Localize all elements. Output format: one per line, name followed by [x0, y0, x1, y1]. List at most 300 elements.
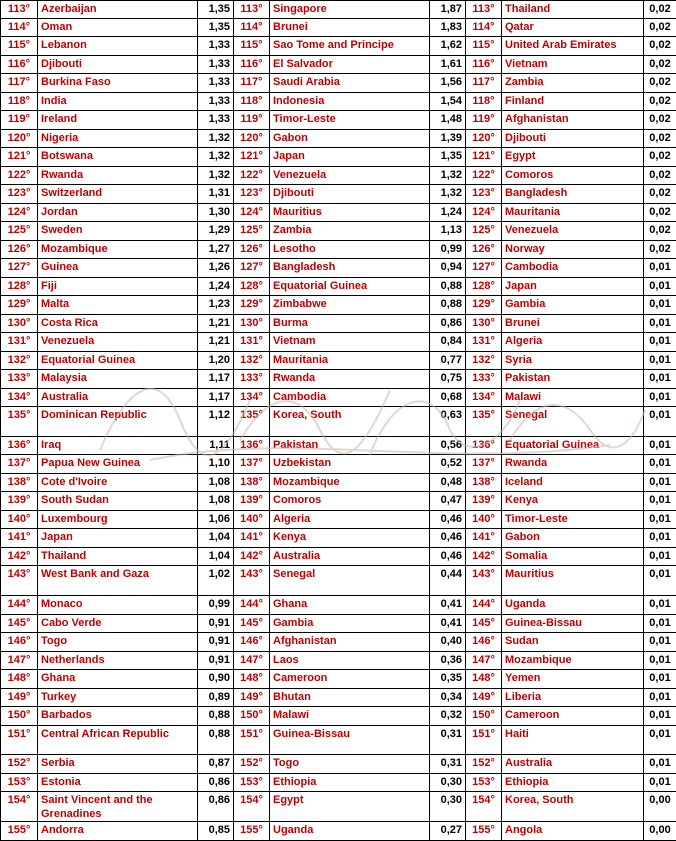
value-cell: 1,21 — [198, 333, 234, 352]
country-cell: Equatorial Guinea — [38, 352, 198, 370]
table-row — [1, 437, 676, 455]
value-cell: 0,01 — [644, 437, 676, 455]
country-cell: Saudi Arabia — [270, 74, 430, 93]
rank-cell: 125° — [234, 222, 270, 241]
value-cell: 0,88 — [430, 296, 466, 315]
table-row — [1, 296, 676, 315]
country-cell: South Sudan — [38, 492, 198, 511]
value-cell: 1,35 — [198, 1, 234, 19]
rank-cell: 135° — [234, 407, 270, 437]
rank-cell: 125° — [1, 222, 38, 241]
country-cell: Rwanda — [270, 370, 430, 389]
value-cell: 0,01 — [644, 278, 676, 296]
rank-cell: 142° — [466, 548, 502, 566]
table-row — [1, 185, 676, 204]
country-cell: Korea, South — [502, 792, 644, 822]
table-row — [1, 707, 676, 726]
value-cell: 0,01 — [644, 474, 676, 492]
rank-cell: 134° — [466, 389, 502, 407]
rank-cell: 145° — [234, 615, 270, 633]
country-cell: Iceland — [502, 474, 644, 492]
rank-cell: 123° — [234, 185, 270, 204]
country-cell: Papua New Guinea — [38, 455, 198, 474]
country-cell: Mozambique — [502, 652, 644, 670]
value-cell: 1,26 — [198, 259, 234, 278]
rank-cell: 114° — [466, 19, 502, 37]
country-cell: Senegal — [270, 566, 430, 596]
country-cell: Burma — [270, 315, 430, 333]
value-cell: 0,01 — [644, 566, 676, 596]
rank-cell: 148° — [1, 670, 38, 689]
rank-cell: 126° — [234, 241, 270, 259]
value-cell: 0,01 — [644, 707, 676, 726]
country-cell: Mozambique — [38, 241, 198, 259]
rank-cell: 133° — [466, 370, 502, 389]
country-cell: Rwanda — [38, 167, 198, 185]
value-cell: 0,41 — [430, 615, 466, 633]
value-cell: 1,33 — [198, 56, 234, 74]
rank-cell: 146° — [234, 633, 270, 652]
value-cell: 1,27 — [198, 241, 234, 259]
country-cell: Mozambique — [270, 474, 430, 492]
rank-cell: 117° — [234, 74, 270, 93]
country-cell: Cambodia — [502, 259, 644, 278]
value-cell: 1,62 — [430, 37, 466, 56]
country-cell: Togo — [38, 633, 198, 652]
rank-cell: 124° — [1, 204, 38, 222]
value-cell: 0,01 — [644, 492, 676, 511]
country-cell: Togo — [270, 755, 430, 774]
table-row — [1, 670, 676, 689]
value-cell: 0,01 — [644, 370, 676, 389]
rank-cell: 138° — [1, 474, 38, 492]
rank-cell: 129° — [234, 296, 270, 315]
rank-cell: 128° — [234, 278, 270, 296]
country-cell: Burkina Faso — [38, 74, 198, 93]
table-row — [1, 93, 676, 111]
rank-cell: 121° — [466, 148, 502, 167]
value-cell: 0,01 — [644, 333, 676, 352]
country-cell: Japan — [38, 529, 198, 548]
rank-cell: 126° — [1, 241, 38, 259]
country-cell: Finland — [502, 93, 644, 111]
rank-cell: 155° — [234, 822, 270, 841]
table-row — [1, 333, 676, 352]
value-cell: 0,75 — [430, 370, 466, 389]
table-row — [1, 596, 676, 615]
rank-cell: 152° — [1, 755, 38, 774]
value-cell: 0,02 — [644, 185, 676, 204]
value-cell: 0,02 — [644, 130, 676, 148]
country-cell: Cabo Verde — [38, 615, 198, 633]
table-row — [1, 352, 676, 370]
rank-cell: 128° — [466, 278, 502, 296]
rank-cell: 139° — [234, 492, 270, 511]
country-cell: Venezuela — [502, 222, 644, 241]
country-cell: Central African Republic — [38, 726, 198, 755]
value-cell: 0,89 — [198, 689, 234, 707]
value-cell: 1,12 — [198, 407, 234, 437]
country-cell: Saint Vincent and the Grenadines — [38, 792, 198, 822]
value-cell: 0,34 — [430, 689, 466, 707]
value-cell: 0,86 — [430, 315, 466, 333]
rank-cell: 139° — [1, 492, 38, 511]
value-cell: 0,02 — [644, 37, 676, 56]
rank-cell: 116° — [466, 56, 502, 74]
country-cell: Japan — [502, 278, 644, 296]
country-cell: Azerbaijan — [38, 1, 198, 19]
value-cell: 1,29 — [198, 222, 234, 241]
country-cell: Equatorial Guinea — [270, 278, 430, 296]
value-cell: 0,02 — [644, 204, 676, 222]
country-cell: Uganda — [270, 822, 430, 841]
country-cell: Senegal — [502, 407, 644, 437]
value-cell: 0,88 — [198, 726, 234, 755]
value-cell: 1,35 — [430, 148, 466, 167]
table-row — [1, 241, 676, 259]
country-cell: Afghanistan — [502, 111, 644, 130]
country-cell: Iraq — [38, 437, 198, 455]
value-cell: 0,01 — [644, 774, 676, 792]
rank-cell: 114° — [234, 19, 270, 37]
table-row — [1, 822, 676, 841]
rank-cell: 115° — [234, 37, 270, 56]
rank-cell: 119° — [1, 111, 38, 130]
value-cell: 1,04 — [198, 548, 234, 566]
value-cell: 0,02 — [644, 1, 676, 19]
rank-cell: 115° — [466, 37, 502, 56]
country-cell: Somalia — [502, 548, 644, 566]
country-cell: Sao Tome and Principe — [270, 37, 430, 56]
table-row — [1, 633, 676, 652]
rank-cell: 136° — [234, 437, 270, 455]
country-cell: Malaysia — [38, 370, 198, 389]
value-cell: 1,32 — [198, 130, 234, 148]
value-cell: 0,01 — [644, 389, 676, 407]
rank-cell: 151° — [1, 726, 38, 755]
rank-cell: 149° — [1, 689, 38, 707]
rank-cell: 122° — [234, 167, 270, 185]
table-row — [1, 407, 676, 437]
value-cell: 0,01 — [644, 529, 676, 548]
country-cell: Monaco — [38, 596, 198, 615]
table-row — [1, 56, 676, 74]
rank-cell: 131° — [234, 333, 270, 352]
country-cell: Uganda — [502, 596, 644, 615]
rank-cell: 150° — [466, 707, 502, 726]
rank-cell: 145° — [466, 615, 502, 633]
rank-cell: 122° — [466, 167, 502, 185]
value-cell: 0,94 — [430, 259, 466, 278]
country-cell: Australia — [270, 548, 430, 566]
country-cell: Malawi — [270, 707, 430, 726]
table-row — [1, 529, 676, 548]
value-cell: 0,02 — [644, 74, 676, 93]
rank-cell: 119° — [234, 111, 270, 130]
country-cell: Japan — [270, 148, 430, 167]
rank-cell: 137° — [234, 455, 270, 474]
country-cell: Korea, South — [270, 407, 430, 437]
country-cell: Algeria — [502, 333, 644, 352]
table-row — [1, 370, 676, 389]
rank-cell: 136° — [466, 437, 502, 455]
value-cell: 1,02 — [198, 566, 234, 596]
table-row — [1, 566, 676, 596]
country-cell: Ghana — [270, 596, 430, 615]
country-cell: Vietnam — [270, 333, 430, 352]
country-cell: Lebanon — [38, 37, 198, 56]
value-cell: 0,01 — [644, 407, 676, 437]
country-cell: Vietnam — [502, 56, 644, 74]
rank-cell: 142° — [1, 548, 38, 566]
country-cell: Qatar — [502, 19, 644, 37]
value-cell: 0,47 — [430, 492, 466, 511]
rank-cell: 143° — [466, 566, 502, 596]
country-cell: Botswana — [38, 148, 198, 167]
rank-cell: 127° — [234, 259, 270, 278]
country-cell: Cameroon — [502, 707, 644, 726]
rank-cell: 141° — [466, 529, 502, 548]
rank-cell: 136° — [1, 437, 38, 455]
rank-cell: 145° — [1, 615, 38, 633]
table-row — [1, 148, 676, 167]
value-cell: 1,08 — [198, 492, 234, 511]
value-cell: 1,33 — [198, 37, 234, 56]
rank-cell: 127° — [1, 259, 38, 278]
country-cell: Guinea-Bissau — [502, 615, 644, 633]
rank-cell: 116° — [1, 56, 38, 74]
rank-cell: 148° — [234, 670, 270, 689]
value-cell: 1,56 — [430, 74, 466, 93]
table-row — [1, 792, 676, 822]
rank-cell: 131° — [1, 333, 38, 352]
country-cell: Bhutan — [270, 689, 430, 707]
value-cell: 0,63 — [430, 407, 466, 437]
value-cell: 0,52 — [430, 455, 466, 474]
country-cell: Bangladesh — [502, 185, 644, 204]
rank-cell: 155° — [466, 822, 502, 841]
table-row — [1, 511, 676, 529]
country-cell: Gabon — [270, 130, 430, 148]
value-cell: 0,01 — [644, 352, 676, 370]
country-cell: Nigeria — [38, 130, 198, 148]
table-row — [1, 37, 676, 56]
value-cell: 1,32 — [198, 148, 234, 167]
country-cell: Cote d'Ivoire — [38, 474, 198, 492]
country-cell: Australia — [502, 755, 644, 774]
value-cell: 0,01 — [644, 596, 676, 615]
value-cell: 0,00 — [644, 822, 676, 841]
value-cell: 1,87 — [430, 1, 466, 19]
rank-cell: 146° — [466, 633, 502, 652]
country-cell: Serbia — [38, 755, 198, 774]
value-cell: 0,41 — [430, 596, 466, 615]
value-cell: 0,01 — [644, 315, 676, 333]
value-cell: 0,01 — [644, 615, 676, 633]
rank-cell: 122° — [1, 167, 38, 185]
country-cell: Jordan — [38, 204, 198, 222]
value-cell: 0,48 — [430, 474, 466, 492]
country-cell: Comoros — [270, 492, 430, 511]
rank-cell: 150° — [1, 707, 38, 726]
country-cell: Pakistan — [502, 370, 644, 389]
country-cell: Guinea-Bissau — [270, 726, 430, 755]
country-cell: Haiti — [502, 726, 644, 755]
country-cell: Venezuela — [38, 333, 198, 352]
rank-cell: 140° — [1, 511, 38, 529]
country-cell: Turkey — [38, 689, 198, 707]
country-cell: Lesotho — [270, 241, 430, 259]
value-cell: 0,31 — [430, 726, 466, 755]
country-cell: United Arab Emirates — [502, 37, 644, 56]
value-cell: 1,33 — [198, 111, 234, 130]
value-cell: 1,30 — [198, 204, 234, 222]
rank-cell: 116° — [234, 56, 270, 74]
value-cell: 0,01 — [644, 633, 676, 652]
rank-cell: 152° — [466, 755, 502, 774]
table-row — [1, 111, 676, 130]
country-cell: Oman — [38, 19, 198, 37]
country-cell: Indonesia — [270, 93, 430, 111]
value-cell: 0,02 — [644, 148, 676, 167]
rank-cell: 154° — [466, 792, 502, 822]
rank-cell: 128° — [1, 278, 38, 296]
rank-cell: 139° — [466, 492, 502, 511]
country-cell: Ethiopia — [270, 774, 430, 792]
value-cell: 0,01 — [644, 670, 676, 689]
rank-cell: 147° — [466, 652, 502, 670]
rank-cell: 143° — [234, 566, 270, 596]
value-cell: 0,01 — [644, 652, 676, 670]
country-cell: Venezuela — [270, 167, 430, 185]
value-cell: 0,32 — [430, 707, 466, 726]
rank-cell: 150° — [234, 707, 270, 726]
rank-cell: 134° — [234, 389, 270, 407]
value-cell: 1,39 — [430, 130, 466, 148]
value-cell: 1,48 — [430, 111, 466, 130]
value-cell: 0,99 — [198, 596, 234, 615]
rank-cell: 124° — [234, 204, 270, 222]
rank-cell: 134° — [1, 389, 38, 407]
country-cell: Barbados — [38, 707, 198, 726]
rank-cell: 149° — [466, 689, 502, 707]
country-cell: Thailand — [502, 1, 644, 19]
table-row — [1, 615, 676, 633]
rank-cell: 141° — [234, 529, 270, 548]
country-cell: Yemen — [502, 670, 644, 689]
country-cell: Malawi — [502, 389, 644, 407]
value-cell: 0,46 — [430, 529, 466, 548]
value-cell: 0,01 — [644, 259, 676, 278]
value-cell: 1,24 — [430, 204, 466, 222]
value-cell: 1,35 — [198, 19, 234, 37]
rank-cell: 154° — [1, 792, 38, 822]
rank-cell: 149° — [234, 689, 270, 707]
value-cell: 1,21 — [198, 315, 234, 333]
country-cell: Brunei — [502, 315, 644, 333]
value-cell: 1,13 — [430, 222, 466, 241]
value-cell: 0,02 — [644, 111, 676, 130]
country-cell: Gabon — [502, 529, 644, 548]
value-cell: 1,10 — [198, 455, 234, 474]
country-cell: Afghanistan — [270, 633, 430, 652]
value-cell: 0,02 — [644, 222, 676, 241]
rank-cell: 129° — [1, 296, 38, 315]
value-cell: 1,24 — [198, 278, 234, 296]
value-cell: 0,91 — [198, 615, 234, 633]
country-cell: Thailand — [38, 548, 198, 566]
country-cell: Andorra — [38, 822, 198, 841]
country-cell: Mauritius — [502, 566, 644, 596]
value-cell: 0,86 — [198, 774, 234, 792]
country-cell: Cameroon — [270, 670, 430, 689]
rank-cell: 133° — [234, 370, 270, 389]
table-row — [1, 726, 676, 755]
rank-cell: 121° — [234, 148, 270, 167]
country-cell: Djibouti — [270, 185, 430, 204]
rank-cell: 152° — [234, 755, 270, 774]
table-row — [1, 492, 676, 511]
country-cell: Costa Rica — [38, 315, 198, 333]
country-cell: Malta — [38, 296, 198, 315]
rank-cell: 151° — [466, 726, 502, 755]
value-cell: 0,86 — [198, 792, 234, 822]
table-row — [1, 1, 676, 19]
value-cell: 0,02 — [644, 56, 676, 74]
value-cell: 1,11 — [198, 437, 234, 455]
rank-cell: 120° — [466, 130, 502, 148]
value-cell: 0,27 — [430, 822, 466, 841]
value-cell: 0,35 — [430, 670, 466, 689]
value-cell: 0,91 — [198, 633, 234, 652]
value-cell: 0,56 — [430, 437, 466, 455]
rank-cell: 131° — [466, 333, 502, 352]
ranking-body — [1, 1, 676, 841]
country-cell: Zambia — [270, 222, 430, 241]
value-cell: 1,33 — [198, 74, 234, 93]
table-row — [1, 689, 676, 707]
rank-cell: 118° — [466, 93, 502, 111]
value-cell: 0,99 — [430, 241, 466, 259]
country-cell: Algeria — [270, 511, 430, 529]
value-cell: 0,90 — [198, 670, 234, 689]
value-cell: 1,17 — [198, 389, 234, 407]
rank-cell: 147° — [234, 652, 270, 670]
country-cell: Mauritania — [270, 352, 430, 370]
value-cell: 1,61 — [430, 56, 466, 74]
value-cell: 0,01 — [644, 726, 676, 755]
country-cell: Egypt — [502, 148, 644, 167]
country-cell: West Bank and Gaza — [38, 566, 198, 596]
country-cell: Dominican Republic — [38, 407, 198, 437]
rank-cell: 117° — [466, 74, 502, 93]
rank-cell: 154° — [234, 792, 270, 822]
country-cell: Gambia — [502, 296, 644, 315]
rank-cell: 144° — [1, 596, 38, 615]
country-cell: Australia — [38, 389, 198, 407]
value-cell: 1,54 — [430, 93, 466, 111]
rank-cell: 148° — [466, 670, 502, 689]
country-cell: Guinea — [38, 259, 198, 278]
country-cell: Netherlands — [38, 652, 198, 670]
country-cell: Singapore — [270, 1, 430, 19]
rank-cell: 120° — [234, 130, 270, 148]
table-row — [1, 755, 676, 774]
value-cell: 1,33 — [198, 93, 234, 111]
value-cell: 1,20 — [198, 352, 234, 370]
rank-cell: 121° — [1, 148, 38, 167]
country-cell: Angola — [502, 822, 644, 841]
